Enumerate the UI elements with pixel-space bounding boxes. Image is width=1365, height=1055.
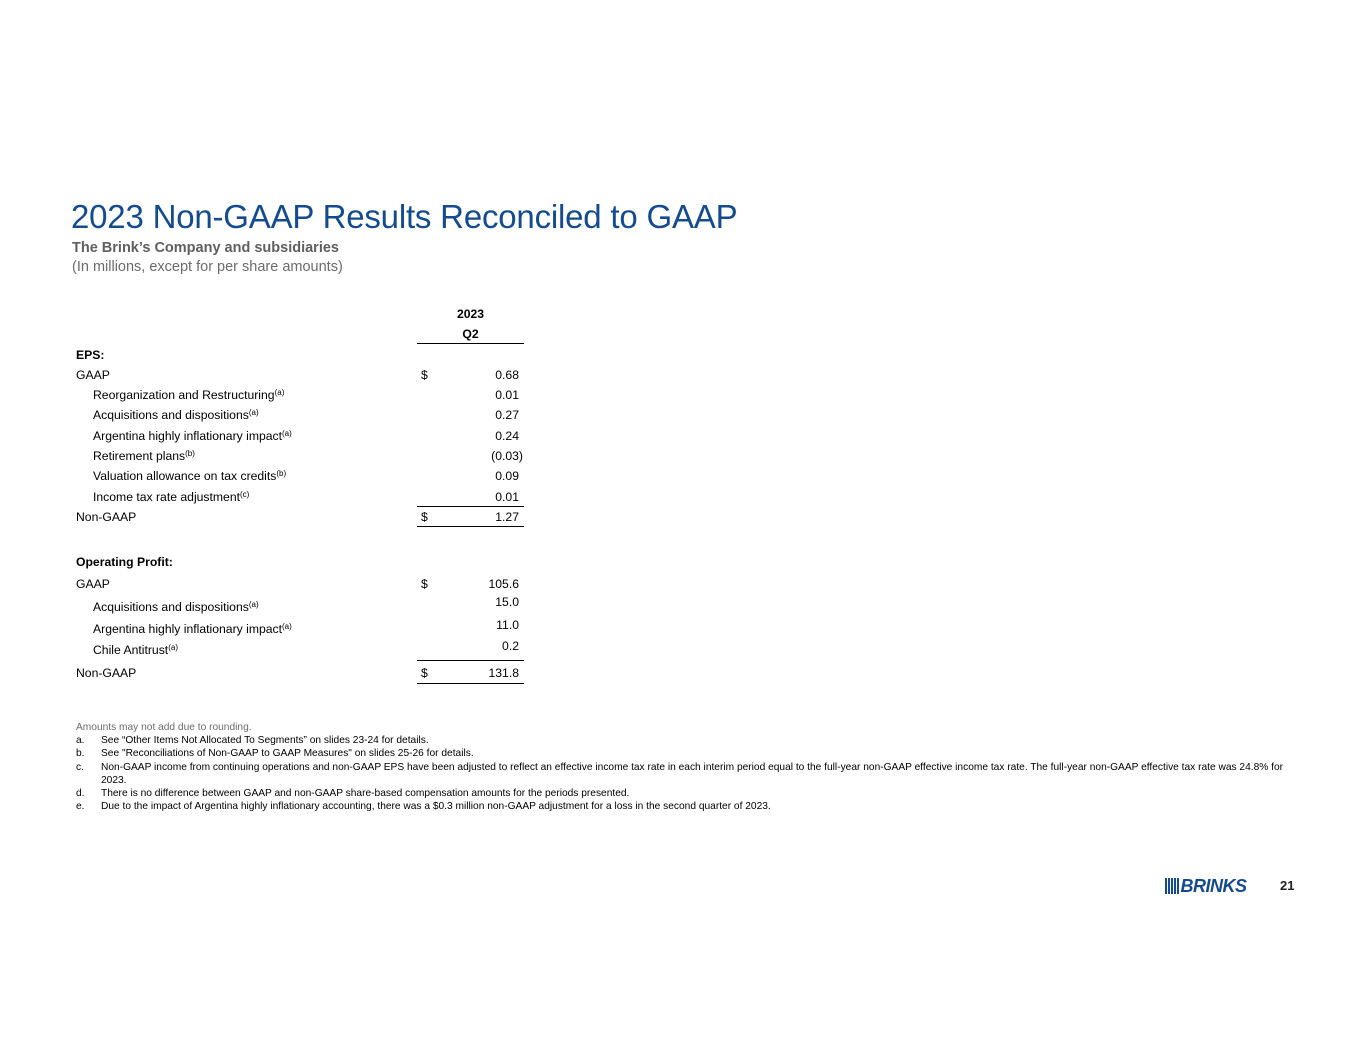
table-row (72, 365, 524, 385)
footnote-text: See "Reconciliations of Non-GAAP to GAAP Measures" on slides 25-26 for details. (101, 748, 474, 760)
row-value: 0.27 (495, 408, 519, 422)
table-row (72, 640, 524, 660)
table-row (72, 426, 524, 446)
row-label: Income tax rate adjustment$^{(c)}$ (93, 490, 250, 504)
logo-wordmark: BRINKS (1180, 875, 1247, 896)
table-row-total (72, 507, 524, 527)
footnote-marker: c. (76, 761, 84, 773)
row-value: 0.2 (502, 639, 519, 653)
row-label: Argentina highly inflationary impact$^{(a)}$ (93, 622, 292, 636)
table-row (72, 405, 524, 425)
total-rule (417, 683, 524, 684)
table-row (72, 466, 524, 486)
row-value: 0.24 (495, 429, 519, 443)
row-label: Valuation allowance on tax credits$^{(b)}$ (93, 469, 287, 483)
table-row (72, 618, 524, 638)
row-label: Acquisitions and dispositions$^{(a)}$ (93, 600, 259, 614)
units-note: (In millions, except for per share amounts) (72, 259, 343, 275)
footnote-text: Non-GAAP income from continuing operations and non-GAAP EPS have been adjusted to reflect an effective income tax rate in each interim period equal to the full-year non-GAAP effective income tax rate. The full-year non-GAAP effective tax rate was 24.8% for 2023. (101, 761, 1284, 786)
row-label: Retirement plans$^{(b)}$ (93, 449, 195, 463)
footnote-intro: Amounts may not add due to rounding. (76, 722, 252, 733)
row-label: GAAP (76, 368, 110, 382)
page-number: 21 (1280, 878, 1295, 893)
table-row (72, 446, 524, 466)
header-rule (417, 343, 524, 344)
footnote-marker: e. (76, 801, 85, 813)
row-value: 131.8 (488, 666, 519, 680)
table-row (72, 574, 524, 594)
footnote-marker: a. (76, 735, 85, 746)
section-heading-operating-profit (72, 552, 524, 572)
table-row (72, 385, 524, 405)
row-value: 105.6 (488, 577, 519, 591)
row-value: 0.01 (495, 490, 519, 504)
currency-symbol: $ (421, 666, 428, 680)
row-value: 0.01 (495, 388, 519, 402)
footnote-item (76, 761, 1286, 788)
footnote-item (76, 787, 1286, 800)
table-row (72, 596, 524, 616)
row-label: Acquisitions and dispositions$^{(a)}$ (93, 408, 259, 422)
currency-symbol: $ (421, 510, 428, 524)
footnote-item (76, 734, 1286, 747)
row-label: Reorganization and Restructuring$^{(a)}$ (93, 388, 285, 402)
table-row-total (72, 663, 524, 683)
footnote-item (76, 800, 1286, 813)
subtotal-rule (417, 660, 524, 661)
currency-symbol: $ (421, 577, 428, 591)
row-value: 0.68 (495, 368, 519, 382)
footnote-text: Due to the impact of Argentina highly inflationary accounting, there was a $0.3 million non-GAAP adjustment for a loss in the second quarter of 2023. (101, 801, 771, 813)
row-value: 1.27 (495, 510, 519, 524)
row-label: Chile Antitrust$^{(a)}$ (93, 643, 178, 657)
row-value: 15.0 (495, 595, 519, 609)
brinks-logo (1165, 876, 1247, 896)
row-value: 11.0 (496, 618, 519, 632)
row-label: Non-GAAP (76, 510, 137, 524)
footnote-marker: b. (76, 748, 85, 760)
footnote-marker: d. (76, 788, 85, 800)
section-heading-label: Operating Profit: (76, 555, 173, 569)
logo-bars-icon (1165, 878, 1179, 894)
column-header-year: 2023 (456, 307, 485, 321)
footnote-item (76, 747, 1286, 760)
section-heading-label: EPS: (76, 348, 105, 362)
page-title: 2023 Non-GAAP Results Reconciled to GAAP (71, 198, 738, 235)
table-row (72, 487, 524, 507)
row-label: GAAP (76, 577, 110, 591)
total-rule (417, 526, 524, 527)
page-subtitle: The Brink’s Company and subsidiaries (72, 240, 339, 256)
column-header-period: Q2 (462, 327, 479, 341)
row-value: 0.09 (495, 469, 519, 483)
row-label: Non-GAAP (76, 666, 137, 680)
currency-symbol: $ (421, 368, 428, 382)
footnote-text: See “Other Items Not Allocated To Segments” on slides 23-24 for details. (101, 735, 429, 746)
row-label: Argentina highly inflationary impact$^{(a)}$ (93, 429, 292, 443)
section-heading-eps (72, 345, 524, 365)
footnote-text: There is no difference between GAAP and non-GAAP share-based compensation amounts for the periods presented. (101, 788, 630, 800)
footnotes (76, 722, 1286, 814)
row-value: (0.03) (491, 449, 523, 463)
